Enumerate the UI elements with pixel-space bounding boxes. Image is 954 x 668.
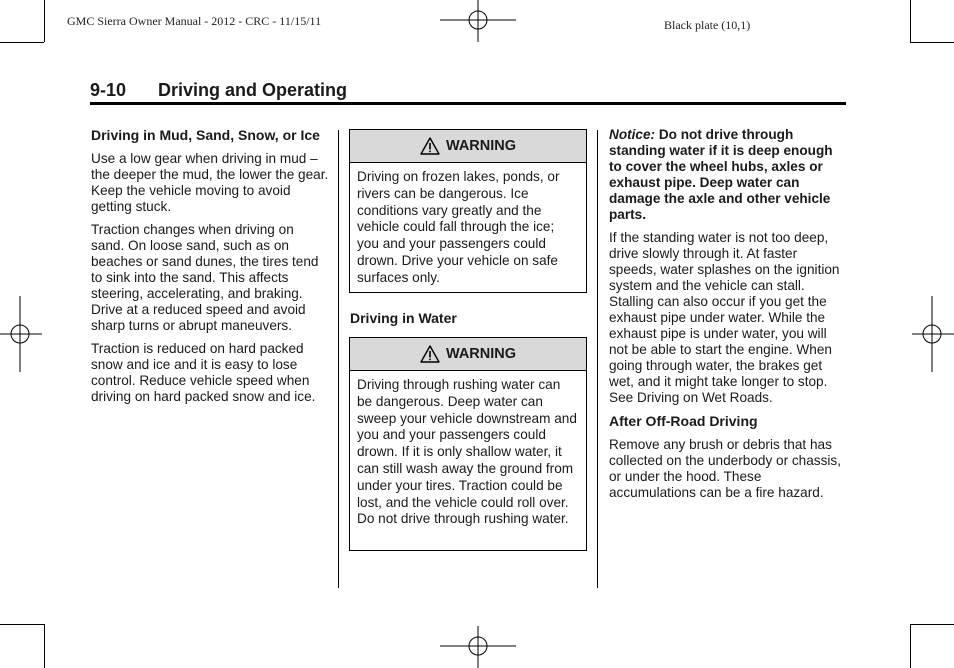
paragraph: Remove any brush or debris that has collected on the underbody or chassis, or under the hood. These accumulations can be a fire hazard.	[609, 437, 841, 500]
warning-header	[350, 338, 586, 371]
heading-driving-in-water: Driving in Water	[350, 310, 457, 326]
crop-mark	[910, 624, 911, 668]
paragraph: If the standing water is not too deep, drive slowly through it. At faster speeds, water splashes on the ignition system and the vehicle can stall. Stalling can also occur if you get the exhaust pipe under water. While the exhaust pipe is under water, you will not be able to start the engine. When going through water, the brakes get wet, and it might take longer to stop. See Driving on Wet Roads.	[609, 230, 840, 405]
crop-mark	[44, 0, 45, 42]
column-divider	[338, 130, 339, 588]
heading-mud-sand-snow: Driving in Mud, Sand, Snow, or Ice	[91, 127, 320, 143]
warning-icon	[420, 345, 440, 363]
paragraph: Use a low gear when driving in mud – the deeper the mud, the lower the gear. Keep the vehicle moving to avoid getting stuck.	[91, 151, 329, 214]
registration-mark-right	[912, 296, 954, 372]
registration-mark-top	[440, 0, 516, 42]
crop-mark	[0, 42, 44, 43]
warning-label: WARNING	[445, 346, 517, 362]
warning-label: WARNING	[445, 138, 517, 154]
crop-mark	[910, 624, 954, 625]
page-number: 9-10	[90, 80, 127, 100]
crop-mark	[0, 624, 44, 625]
section-title: Driving and Operating	[158, 80, 348, 100]
manual-title: GMC Sierra Owner Manual - 2012 - CRC - 11/15/11	[67, 14, 322, 28]
crop-mark	[910, 0, 911, 42]
warning-box-rushing-water	[349, 337, 587, 551]
warning-icon	[420, 137, 440, 155]
warning-box-frozen	[349, 129, 587, 293]
column-3	[609, 127, 847, 508]
paragraph: Traction is reduced on hard packed snow and ice and it is easy to lose control. Reduce vehicle speed when driving on hard packed snow and ice.	[91, 341, 316, 404]
notice-text: Do not drive through standing water if it is deep enough to cover the wheel hubs, axles or exhaust pipe. Deep water can damage the axle and other vehicle parts.	[609, 127, 833, 222]
warning-header	[350, 130, 586, 163]
column-1	[91, 127, 329, 412]
column-divider	[597, 130, 598, 588]
heading-after-off-road: After Off-Road Driving	[609, 413, 758, 429]
registration-mark-bottom	[440, 626, 516, 668]
crop-mark	[910, 42, 954, 43]
registration-mark-left	[0, 296, 42, 372]
plate-label: Black plate (10,1)	[664, 18, 751, 32]
notice-label: Notice:	[609, 127, 656, 142]
crop-mark	[44, 624, 45, 668]
section-header	[90, 80, 846, 105]
warning-text: Driving through rushing water can be dangerous. Deep water can sweep your vehicle downstream and you and your passengers could drown. If it is only shallow water, it can still wash away the ground from under your tires. Traction could be lost, and the vehicle could roll over. Do not drive through rushing water.	[357, 377, 577, 527]
notice-paragraph	[609, 127, 847, 223]
warning-text: Driving on frozen lakes, ponds, or rivers can be dangerous. Ice conditions vary greatly and the vehicle could fall through the ice; you and your passengers could drown. Drive your vehicle on safe surfaces only.	[357, 169, 560, 285]
paragraph: Traction changes when driving on sand. On loose sand, such as on beaches or sand dunes, the tires tend to sink into the sand. This affects steering, accelerating, and braking. Drive at a reduced speed and avoid sharp turns or abrupt maneuvers.	[91, 222, 319, 333]
